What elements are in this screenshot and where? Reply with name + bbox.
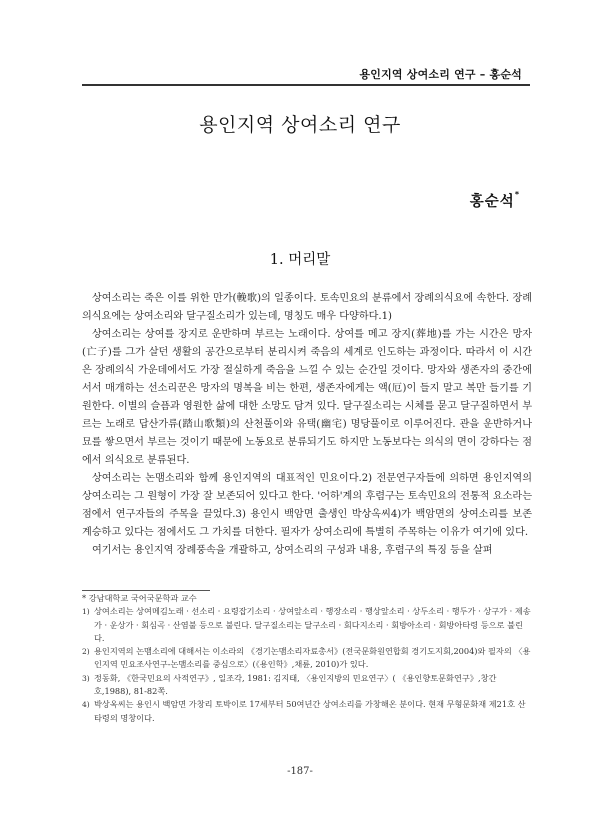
paper-title: 용인지역 상여소리 연구 [199, 114, 401, 136]
author-line [470, 190, 520, 211]
footnote-item [82, 698, 532, 725]
paragraph: 상여소리는 논맴소리와 함께 용인지역의 대표적인 민요이다.2) 전문연구자들에 의하면 용인지역의 상여소리는 그 원형이 가장 잘 보존되어 있다고 한다. '어하'계의 후렴구는 토속민요의 전통적 요소라는 점에서 연구자들의 주목을 끌었다.3) 용인시 백암면 출생인 박상옥씨4)가 백암면의 상여소리를 보존 계승하고 있다는 점에서도 그 가치를 더한다. 필자가 상여소리에 특별히 주목하는 이유가 여기에 있다. [82, 473, 532, 538]
header-rule [82, 84, 530, 86]
body-text [82, 290, 532, 560]
page-number: -187- [287, 766, 313, 777]
footnote-number: 4) [82, 700, 90, 710]
running-header: 용인지역 상여소리 연구 – 홍순석 [359, 68, 522, 81]
footnote-rule [82, 590, 210, 591]
footnote-text: 정동화, 《한국민요의 사적연구》, 일조각, 1981: 김지태, 〈용인지방의 민요연구〉( 《용인향토문화연구》,창간호,1988), 81-82쪽. [94, 672, 497, 697]
author-affiliation-note: * 강남대학교 국어국문학과 교수 [82, 593, 197, 603]
footnote-item [82, 672, 532, 699]
paragraph: 여기서는 용인지역 장례풍속을 개괄하고, 상여소리의 구성과 내용, 후렴구의 특징 등을 살펴 [92, 545, 493, 556]
footnote-text: 용인지역의 논맴소리에 대해서는 이소라의 《경기논맴소리자료총서》(전국문화원연합회 경기도지회,2004)와 필자의 〈용인지역 민요조사연구-논맴소리를 중심으로〉(《용인학》,채륜, 2010)가 있다. [94, 646, 531, 670]
footnote-number: 2) [82, 647, 90, 657]
paragraph: 상여소리는 상여를 장지로 운반하며 부르는 노래이다. 상여를 메고 장지(葬地)를 가는 시간은 망자(亡子)를 그가 살던 생활의 공간으로부터 분리시켜 죽음의 세계로 인도하는 과정이다. 따라서 이 시간은 장례의식 가운데에서도 가장 절실하게 죽음을 느낄 수 있는 순간일 것이다. 망자와 생존자의 중간에 서서 매개하는 선소리꾼은 망자의 명복을 비는 한편, 생존자에게는 액(厄)이 들지 말고 복만 들기를 기원한다. 이별의 슬픔과 영원한 삶에 대한 소망도 담겨 있다. 달구질소리는 시체를 묻고 달구질하면서 부르는 노래로 답산가류(踏山歌類)의 산천풀이와 유택(幽宅) 명당풀이로 이루어진다. 관을 운반하거나 묘를 쌓으면서 부르는 것이기 때문에 노동요로 분류되기도 하지만 노동보다는 의식의 면이 강하다는 점에서 의식요로 분류된다. [82, 329, 532, 466]
footnote-number: 3) [82, 673, 90, 683]
footnote-item [82, 645, 532, 672]
section-heading: 1. 머리말 [269, 252, 331, 268]
paragraph: 상여소리는 죽은 이를 위한 만가(輓歌)의 일종이다. 토속민요의 분류에서 장례의식요에 속한다. 장례의식요에는 상여소리와 달구질소리가 있는데, 명칭도 매우 다양하다.1) [82, 293, 532, 322]
footnote-number: 1) [82, 607, 90, 617]
author-footnote-mark: * [514, 190, 520, 200]
footnote-text: 상여소리는 상여메김노래 · 선소리 · 요령잡기소리 · 상여앞소리 · 행장소리 · 행상앞소리 · 상두소리 · 행두가 · 상구가 · 제송가 · 운상가 · 회심곡 · 산염불 등으로 불린다. 달구질소리는 달구소리 · 회다지소리 · 회방아소리 · 회방아타령 등으로 불린다. [94, 606, 531, 643]
author-name: 홍순석 [469, 194, 515, 210]
footnotes [82, 592, 532, 725]
footnote-item [82, 605, 532, 645]
footnote-text: 박상옥씨는 용인시 백암면 가창리 토박이로 17세부터 50여년간 상여소리를 가창해온 분이다. 현재 무형문화재 제21호 산타령의 명창이다. [94, 699, 526, 723]
